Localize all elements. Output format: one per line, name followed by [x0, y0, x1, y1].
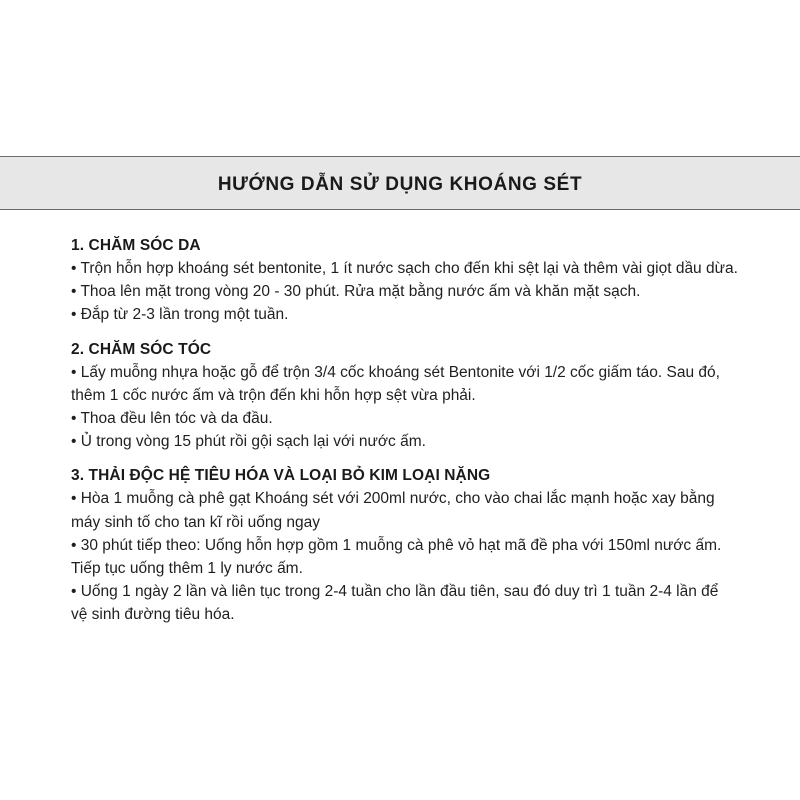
list-item-line: • Ủ trong vòng 15 phút rồi gội sạch lại với nước ấm.	[71, 433, 426, 451]
list-item	[71, 534, 771, 580]
instructions-content	[71, 234, 771, 627]
section-skin-care	[71, 234, 771, 327]
list-item-line: thêm 1 cốc nước ấm và trộn đến khi hỗn hợp sệt vừa phải.	[71, 386, 476, 404]
section-heading: 3. THẢI ĐỘC HỆ TIÊU HÓA VÀ LOẠI BỎ KIM LOẠI NẶNG	[71, 467, 491, 485]
list-item	[71, 407, 771, 430]
list-item	[71, 580, 771, 626]
list-item-line: • Thoa đều lên tóc và da đầu.	[71, 410, 273, 428]
page-title: HƯỚNG DẪN SỬ DỤNG KHOÁNG SÉT	[217, 174, 583, 195]
list-item	[71, 430, 771, 453]
list-item-line: • Thoa lên mặt trong vòng 20 - 30 phút. Rửa mặt bằng nước ấm và khăn mặt sạch.	[71, 283, 641, 301]
list-item-line: • Hòa 1 muỗng cà phê gạt Khoáng sét với 200ml nước, cho vào chai lắc mạnh hoặc xay bằng	[71, 490, 715, 508]
list-item	[71, 280, 771, 303]
list-item-line: • Uống 1 ngày 2 lần và liên tục trong 2-4 tuần cho lần đầu tiên, sau đó duy trì 1 tuần 2-4 lần để	[71, 583, 719, 601]
list-item-line: Tiếp tục uống thêm 1 ly nước ấm.	[71, 560, 303, 578]
list-item-line: • Lấy muỗng nhựa hoặc gỗ để trộn 3/4 cốc khoáng sét Bentonite với 1/2 cốc giấm táo. Sau đó,	[71, 363, 720, 381]
section-detox	[71, 464, 771, 626]
list-item-line: • Đắp từ 2-3 lần trong một tuần.	[71, 306, 289, 324]
list-item-line: vệ sinh đường tiêu hóa.	[71, 606, 235, 624]
list-item	[71, 303, 771, 326]
section-hair-care	[71, 338, 771, 454]
list-item-line: • Trộn hỗn hợp khoáng sét bentonite, 1 ít nước sạch cho đến khi sệt lại và thêm vài giọt dầu dừa.	[71, 260, 738, 277]
section-heading: 2. CHĂM SÓC TÓC	[71, 340, 212, 358]
list-item	[71, 487, 771, 533]
list-item-line: máy sinh tố cho tan kĩ rồi uống ngay	[71, 513, 321, 531]
list-item	[71, 361, 771, 407]
section-heading: 1. CHĂM SÓC DA	[71, 237, 201, 254]
list-item-line: • 30 phút tiếp theo: Uống hỗn hợp gồm 1 muỗng cà phê vỏ hạt mã đề pha với 150ml nước ấm.	[71, 536, 722, 554]
list-item	[71, 257, 771, 280]
